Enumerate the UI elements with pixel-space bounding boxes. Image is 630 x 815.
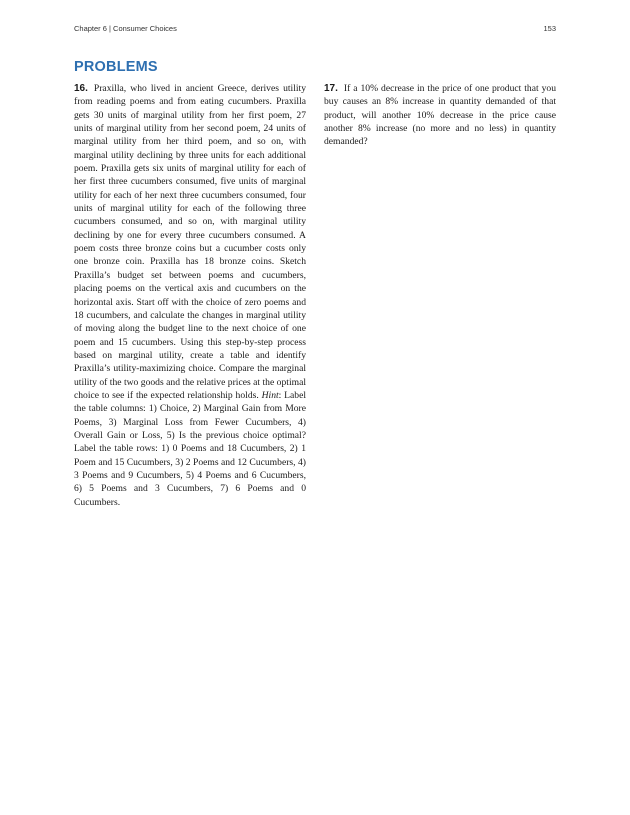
- problem-17-paragraph: [324, 82, 556, 149]
- section-title: PROBLEMS: [74, 59, 158, 75]
- chapter-title: Chapter 6 | Consumer Choices: [74, 24, 177, 33]
- problem-number: 16.: [74, 83, 88, 94]
- left-column: [74, 82, 306, 509]
- running-header: [74, 24, 556, 36]
- problem-16-paragraph: [74, 82, 306, 509]
- hint-label: Hint: [261, 389, 279, 401]
- problem-17-text: If a 10% decrease in the price of one product that you buy causes an 8% increase in quantity demanded of that product, will another 10% decrease in the price cause another 8% increase (no more and no less) in quantity demanded?: [324, 83, 556, 148]
- page-number: 153: [543, 24, 556, 33]
- problem-number: 17.: [324, 83, 338, 94]
- problem-17: [324, 82, 556, 149]
- hint-text: : Label the table columns: 1) Choice, 2) Marginal Gain from More Poems, 3) Marginal Loss from Fewer Cucumbers, 4) Overall Gain or Loss, 5) Is the previous choice optimal? Label the table rows: 1) 0 Poems and 18 Cucumbers, 2) 1 Poem and 15 Cucumbers, 3) 2 Poems and 12 Cucumbers, 4) 3 Poems and 9 Cucumbers, 5) 4 Poems and 6 Cucumbers, 6) 5 Poems and 3 Cucumbers, 7) 6 Poems and 0 Cucumbers.: [74, 389, 306, 508]
- problem-16: [74, 82, 306, 509]
- right-column: [324, 82, 556, 149]
- problem-16-text: Praxilla, who lived in ancient Greece, derives utility from reading poems and from eating cucumbers. Praxilla gets 30 units of marginal utility from her first poem, 27 units of marginal utility from her second poem, 24 units of marginal utility from her third poem, and so on, with marginal utility declining by three units for each additional poem. Praxilla gets six units of marginal utility for each of her first three cucumbers consumed, five units of marginal utility for each of her next three cucumbers consumed, four units of marginal utility for each of the following three cucumbers consumed, and so on, with marginal utility declining by one for every three cucumbers consumed. A poem costs three bronze coins but a cucumber costs only one bronze coin. Praxilla has 18 bronze coins. Sketch Praxilla’s budget set between poems and cucumbers, placing poems on the vertical axis and cucumbers on the horizontal axis. Start off with the choice of zero poems and 18 cucumbers, and calculate the changes in marginal utility of moving along the budget line to the next choice of one poem and 15 cucumbers. Using this step-by-step process based on marginal utility, create a table and identify Praxilla’s utility-maximizing choice. Compare the marginal utility of the two goods and the relative prices at the optimal choice to see if the expected relationship holds.: [74, 83, 306, 401]
